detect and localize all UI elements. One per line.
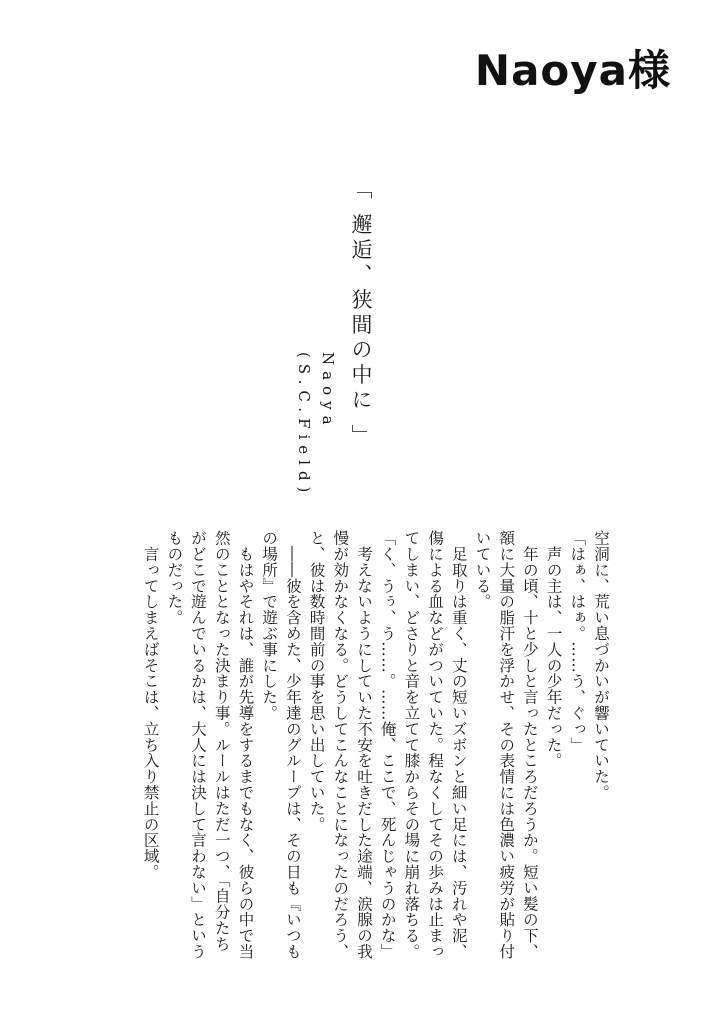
body-line: 足取りは重く、丈の短いズボンと細い足には、汚れや泥、: [449, 530, 468, 960]
body-line: 「はぁ、はぁ。……う、ぐっ」: [568, 530, 587, 753]
body-line: 考えないようにしていた不安を吐きだした途端、涙腺の我: [354, 530, 373, 960]
body-line: 慢が効かなくなる。どうしてこんなことになったのだろう、: [331, 530, 350, 960]
body-line: てしまい、どさりと音を立てて膝からその場に崩れ落ちる。: [402, 530, 421, 960]
body-line: と、彼は数時間前の事を思い出していた。: [307, 530, 326, 833]
story-title: 「 邂逅、狭間の中に 」: [349, 178, 373, 450]
body-line: 言ってしまえばそこは、立ち入り禁止の区域。: [141, 530, 160, 880]
body-line: 額に大量の脂汗を浮かせ、その表情には色濃い疲労が貼り付: [497, 530, 516, 960]
body-line: 傷による血などがついていた。程なくしてその歩みは止まっ: [426, 530, 445, 960]
body-line: ――彼を含めた、少年達のグループは、その日も『いつも: [283, 530, 302, 960]
body-line: いている。: [473, 530, 492, 610]
story-body: [112, 530, 612, 990]
author-affiliation: (S.C.Field): [295, 352, 313, 499]
body-line: 「く、うぅ、う……。……俺、ここで、死んじゃうのかな」: [378, 530, 397, 960]
body-line: 空洞に、荒い息づかいが響いていた。: [592, 530, 610, 801]
author-name: Naoya: [319, 352, 337, 431]
body-line: ものだった。: [165, 530, 184, 626]
body-line: 年の頃、十と少しと言ったところだろうか。短い髪の下、: [520, 530, 539, 960]
author-block: [292, 352, 340, 498]
author-header-tag: Naoya様: [474, 46, 671, 95]
body-line: もはやそれは、誰が先導をするまでもなく、彼らの中で当: [236, 530, 255, 960]
body-line: 然のこととなった決まり事。ルールはただ一つ、「自分たち: [212, 530, 231, 952]
body-line: 声の主は、一人の少年だった。: [544, 530, 563, 769]
body-line: がどこで遊んでいるかは、大人には決して言わない」という: [189, 530, 208, 960]
body-line: の場所』で遊ぶ事にした。: [260, 530, 279, 721]
